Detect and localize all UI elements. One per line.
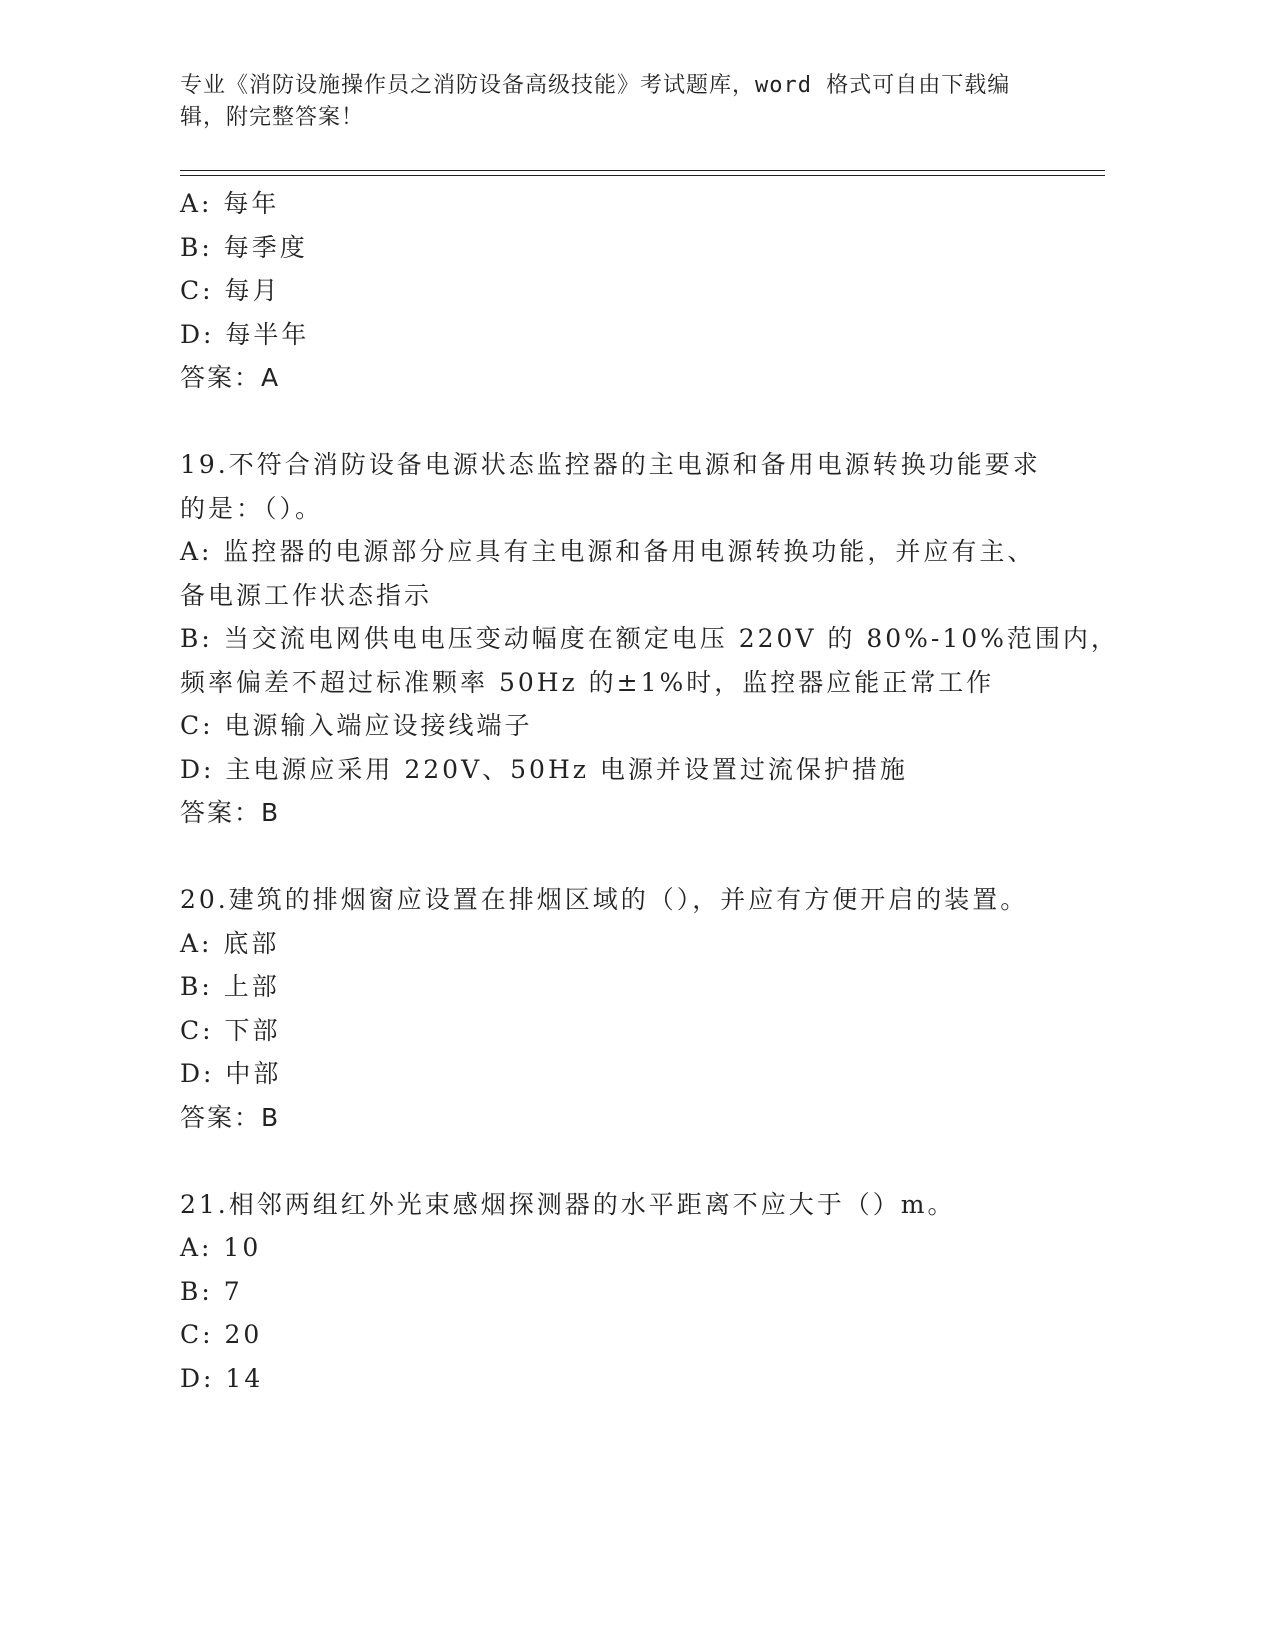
question-20 bbox=[180, 878, 1080, 1139]
question-stem: 19.不符合消防设备电源状态监控器的主电源和备用电源转换功能要求 bbox=[180, 450, 1041, 479]
question-stem: 20.建筑的排烟窗应设置在排烟区域的（），并应有方便开启的装置。 bbox=[180, 885, 1029, 914]
header-divider-top bbox=[180, 170, 1105, 171]
option-b: B: 当交流电网供电电压变动幅度在额定电压 220V 的 80%-10%范围内， bbox=[180, 624, 1119, 653]
answer: 答案：B bbox=[180, 798, 281, 827]
header-line-2: 辑，附完整答案！ bbox=[180, 105, 365, 130]
option-b-cont: 频率偏差不超过标准颗率 50Hz 的±1%时，监控器应能正常工作 bbox=[180, 667, 995, 697]
option-b: B: 上部 bbox=[180, 972, 280, 1001]
option-b: B: 每季度 bbox=[180, 232, 308, 262]
answer: 答案：B bbox=[180, 1102, 281, 1132]
option-d: D: 14 bbox=[180, 1363, 264, 1393]
spacer bbox=[180, 1139, 1080, 1183]
option-a: A: 10 bbox=[180, 1233, 262, 1262]
option-a: A: 每年 bbox=[180, 189, 280, 218]
option-c: C: 电源输入端应设接线端子 bbox=[180, 711, 533, 740]
option-d: D: 主电源应采用 220V、50Hz 电源并设置过流保护措施 bbox=[180, 754, 908, 784]
document-header bbox=[180, 70, 1040, 134]
question-19 bbox=[180, 443, 1119, 835]
option-a: A: 底部 bbox=[180, 928, 280, 958]
option-c: C: 每月 bbox=[180, 276, 281, 305]
option-d: D: 中部 bbox=[180, 1059, 282, 1088]
option-c: C: 20 bbox=[180, 1320, 263, 1349]
question-stem-cont: 的是：（）。 bbox=[180, 493, 324, 523]
option-c: C: 下部 bbox=[180, 1015, 281, 1045]
question-stem: 21.相邻两组红外光束感烟探测器的水平距离不应大于（）m。 bbox=[180, 1189, 956, 1219]
option-a: A: 监控器的电源部分应具有主电源和备用电源转换功能，并应有主、 bbox=[180, 537, 1036, 566]
question-list bbox=[180, 182, 1119, 1400]
spacer bbox=[180, 400, 1080, 444]
spacer bbox=[180, 835, 1080, 879]
option-b: B: 7 bbox=[180, 1276, 243, 1306]
header-divider-bottom bbox=[180, 175, 1105, 176]
question-21 bbox=[180, 1183, 1080, 1401]
header-line-1: 专业《消防设施操作员之消防设备高级技能》考试题库，word 格式可自由下载编 bbox=[180, 73, 1011, 98]
question-18 bbox=[180, 182, 1080, 400]
answer: 答案：A bbox=[180, 363, 281, 392]
option-d: D: 每半年 bbox=[180, 319, 310, 349]
option-a-cont: 备电源工作状态指示 bbox=[180, 580, 433, 610]
